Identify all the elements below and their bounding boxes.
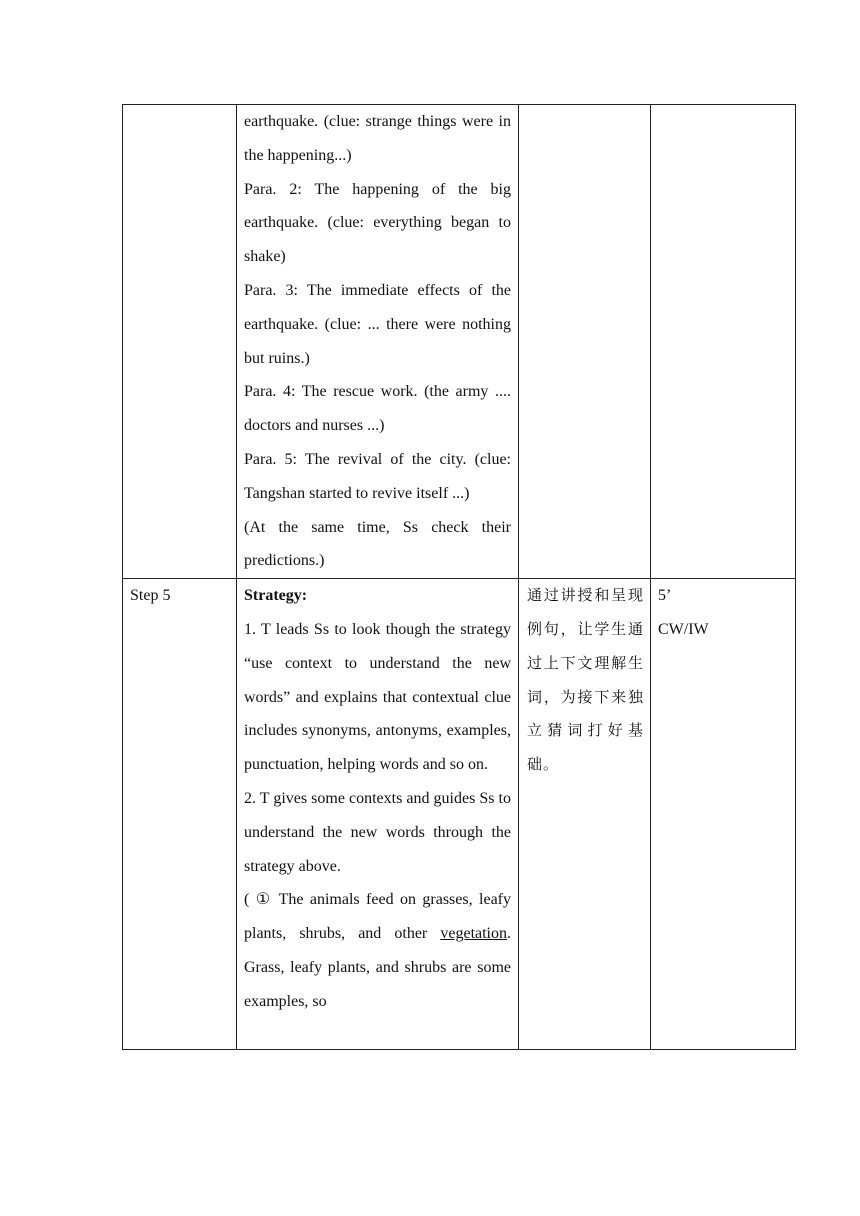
procedure-item: 1. T leads Ss to look though the strategy “use context to understand the new words” and explains that contextual clue includes synonyms, antonyms, examples, punctuation, helping words and so on.	[244, 620, 511, 774]
procedure-line: (At the same time, Ss check their predictions.)	[244, 518, 511, 570]
step-cell	[123, 105, 237, 579]
procedure-line: earthquake. (clue: strange things were in the happening...)	[244, 113, 511, 164]
procedure-line: Para. 2: The happening of the big earthquake. (clue: everything began to shake)	[244, 180, 511, 266]
table-row	[123, 105, 796, 579]
table-row	[123, 579, 796, 1050]
procedure-cell	[237, 579, 519, 1050]
underlined-word: vegetation	[440, 925, 507, 943]
procedure-line: Para. 5: The revival of the city. (clue: Tangshan started to revive itself ...)	[244, 450, 511, 502]
time-value: 5’	[658, 587, 672, 605]
mode-value: CW/IW	[658, 620, 709, 638]
purpose-text: 通过讲授和呈现例句，让学生通过上下文理解生词，为接下来独立猜词打好基础。	[527, 586, 644, 774]
procedure-cell	[237, 105, 519, 579]
procedure-line: Para. 3: The immediate effects of the earthquake. (clue: ... there were nothing but ruins.)	[244, 281, 511, 367]
time-cell	[651, 579, 796, 1050]
purpose-cell	[519, 105, 651, 579]
strategy-title: Strategy:	[244, 587, 308, 605]
purpose-cell	[519, 579, 651, 1050]
step-cell: Step 5	[123, 579, 237, 1050]
example-sentence	[244, 883, 511, 1018]
procedure-line: Para. 4: The rescue work. (the army .... doctors and nurses ...)	[244, 383, 511, 435]
example-text: ( ① The animals feed on grasses, leafy plants, shrubs, and other	[244, 891, 511, 943]
procedure-item: 2. T gives some contexts and guides Ss to understand the new words through the strategy above.	[244, 789, 511, 875]
example-text: . Grass, leafy plants, and shrubs are some examples, so	[244, 925, 511, 1010]
time-cell	[651, 105, 796, 579]
lesson-plan-table	[122, 104, 796, 1050]
